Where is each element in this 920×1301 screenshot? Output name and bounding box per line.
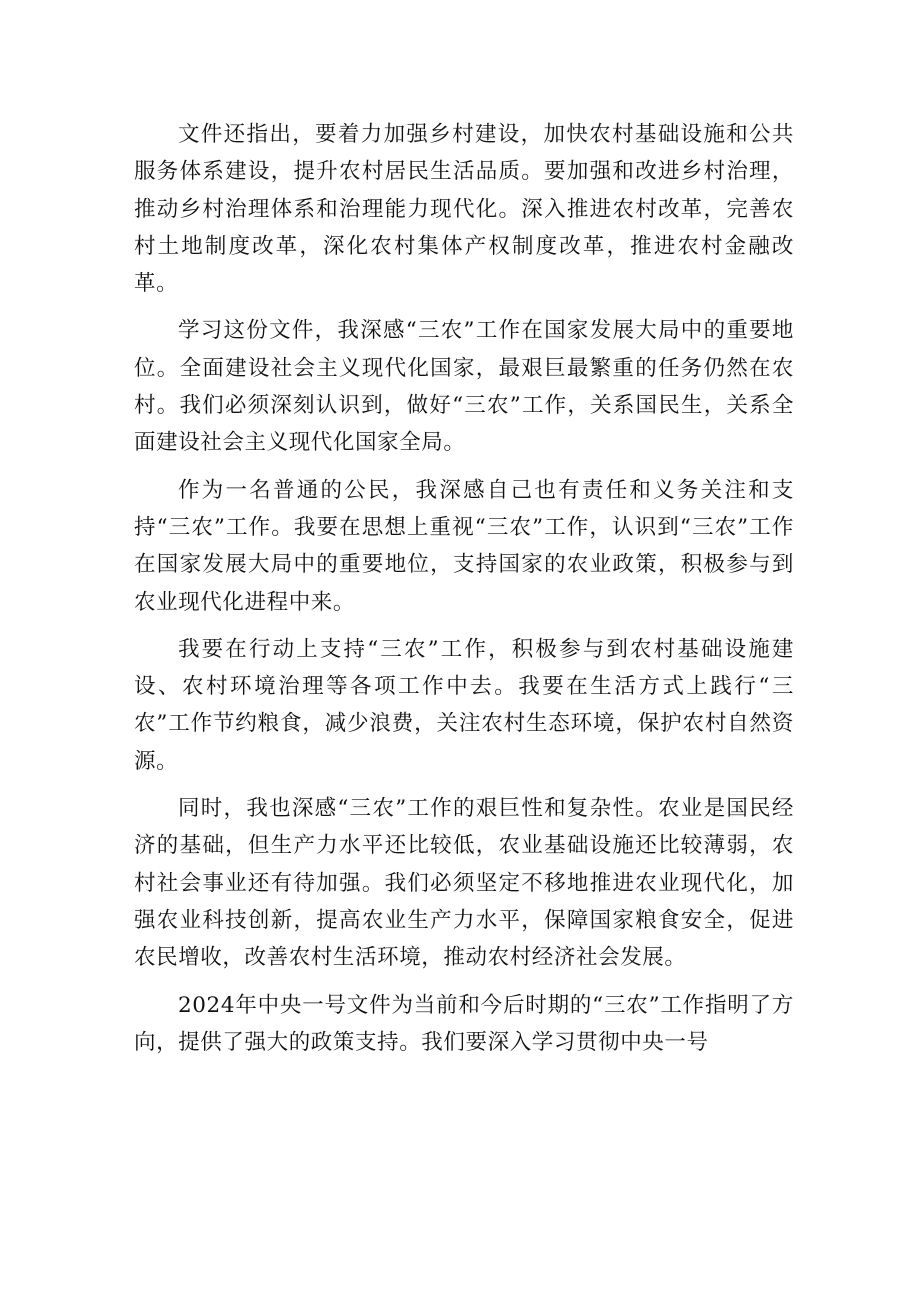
- paragraph-5: 同时，我也深感“三农”工作的艰巨性和复杂性。农业是国民经济的基础，但生产力水平还比较低，农业基础设施还比较薄弱，农村社会事业还有待加强。我们必须坚定不移地推进农业现代化，加强农业科技创新，提高农业生产力水平，保障国家粮食安全，促进农民增收，改善农村生活环境，推动农村经济社会发展。: [134, 796, 794, 971]
- paragraph-4: 我要在行动上支持“三农”工作，积极参与到农村基础设施建设、农村环境治理等各项工作中去。我要在生活方式上践行“三农”工作节约粮食，减少浪费，关注农村生态环境，保护农村自然资源。: [134, 636, 794, 774]
- paragraph-6: 2024年中央一号文件为当前和今后时期的“三农”工作指明了方向，提供了强大的政策支持。我们要深入学习贯彻中央一号: [134, 992, 794, 1055]
- paragraph-2: 学习这份文件，我深感“三农”工作在国家发展大局中的重要地位。全面建设社会主义现代化国家，最艰巨最繁重的任务仍然在农村。我们必须深刻认识到，做好“三农”工作，关系国民生，关系全面建设社会主义现代化国家全局。: [134, 318, 794, 456]
- paragraph-1: 文件还指出，要着力加强乡村建设，加快农村基础设施和公共服务体系建设，提升农村居民生活品质。要加强和改进乡村治理，推动乡村治理体系和治理能力现代化。深入推进农村改革，完善农村土地制度改革，深化农村集体产权制度改革，推进农村金融改革。: [134, 122, 794, 297]
- document-body: [134, 116, 794, 1061]
- paragraph-3: 作为一名普通的公民，我深感自己也有责任和义务关注和支持“三农”工作。我要在思想上重视“三农”工作，认识到“三农”工作在国家发展大局中的重要地位，支持国家的农业政策，积极参与到农业现代化进程中来。: [134, 477, 794, 615]
